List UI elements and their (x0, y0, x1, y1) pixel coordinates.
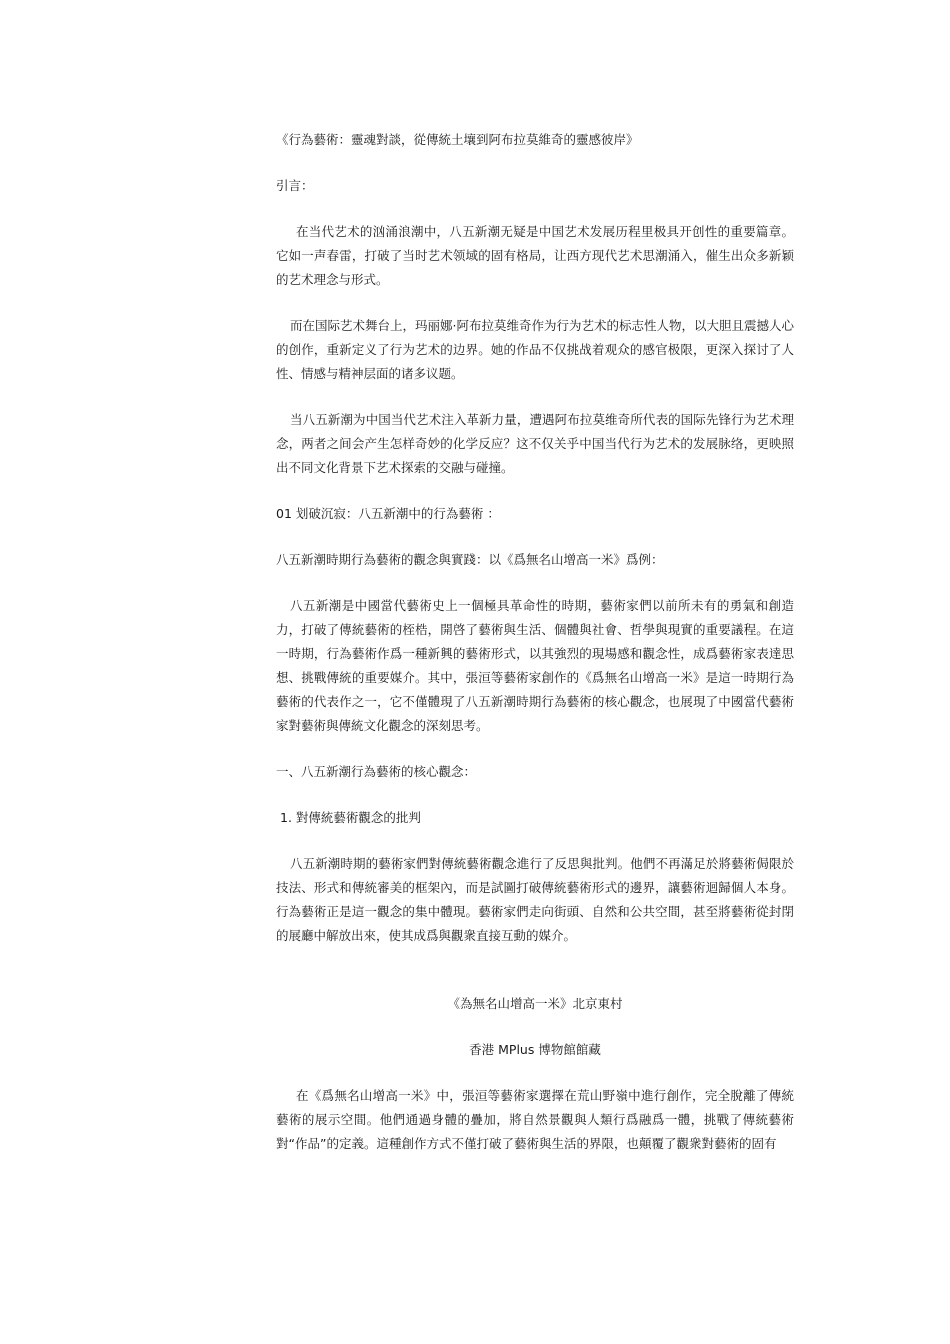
point-1-heading: 1. 對傳統藝術觀念的批判 (280, 810, 421, 825)
section-01-heading: 01 划破沉寂：八五新潮中的行為藝術 ： (276, 506, 500, 521)
image-caption-collection: 香港 MPlus 博物館館藏 (469, 1042, 601, 1057)
document-title: 《行為藝術：靈魂對談，從傳統土壤到阿布拉莫維奇的靈感彼岸》 (276, 132, 639, 147)
intro-paragraph-1: 在当代艺术的汹涌浪潮中，八五新潮无疑是中国艺术发展历程里极具开创性的重要篇章。它如一声春雷，打破了当时艺术领域的固有格局，让西方现代艺术思潮涌入，催生出众多新颖的艺术理念与形式。 (276, 224, 794, 287)
document-body (276, 128, 794, 1178)
core-concepts-heading: 一、八五新潮行為藝術的核心觀念： (276, 764, 477, 779)
body-paragraph-2: 八五新潮時期的藝術家們對傳統藝術觀念進行了反思與批判。他們不再滿足於將藝術侷限於技法、形式和傳統審美的框架內，而是試圖打破傳統藝術形式的邊界，讓藝術迴歸個人本身。行為藝術正是這一觀念的集中體現。藝術家們走向街頭、自然和公共空間，甚至將藝術從封閉的展廳中解放出來，使其成爲與觀衆直接互動的媒介。 (276, 856, 794, 943)
intro-heading: 引言： (276, 178, 314, 193)
intro-paragraph-2: 而在国际艺术舞台上，玛丽娜·阿布拉莫维奇作为行为艺术的标志性人物，以大胆且震撼人心的创作，重新定义了行为艺术的边界。她的作品不仅挑战着观众的感官极限，更深入探讨了人性、情感与精神层面的诸多议题。 (276, 318, 794, 381)
subsection-heading: 八五新潮時期行為藝術的觀念與實踐：以《爲無名山增高一米》爲例： (276, 552, 664, 567)
intro-paragraph-3: 当八五新潮为中国当代艺术注入革新力量，遭遇阿布拉莫维奇所代表的国际先锋行为艺术理念，两者之间会产生怎样奇妙的化学反应？这不仅关乎中国当代行为艺术的发展脉络，更映照出不同文化背景下艺术探索的交融与碰撞。 (276, 412, 794, 475)
body-paragraph-1: 八五新潮是中國當代藝術史上一個極具革命性的時期，藝術家們以前所未有的勇氣和創造力，打破了傳統藝術的桎梏，開啓了藝術與生活、個體與社會、哲學與現實的重要議程。在這一時期，行為藝術作爲一種新興的藝術形式，以其強烈的現場感和觀念性，成爲藝術家表達思想、挑戰傳統的重要媒介。其中，張洹等藝術家創作的《爲無名山增高一米》是這一時期行為藝術的代表作之一，它不僅體現了八五新潮時期行為藝術的核心觀念，也展現了中國當代藝術家對藝術與傳統文化觀念的深刻思考。 (276, 598, 794, 733)
image-caption-title: 《為無名山增高一米》北京東村 (447, 996, 623, 1011)
spacer (276, 970, 794, 992)
body-paragraph-3: 在《爲無名山增高一米》中，張洹等藝術家選擇在荒山野嶺中進行創作，完全脫離了傳統藝術的展示空間。他們通過身體的疊加，將自然景觀與人類行爲融爲一體，挑戰了傳統藝術對“作品”的定義。這種創作方式不僅打破了藝術與生活的界限，也顛覆了觀衆對藝術的固有 (276, 1088, 794, 1151)
